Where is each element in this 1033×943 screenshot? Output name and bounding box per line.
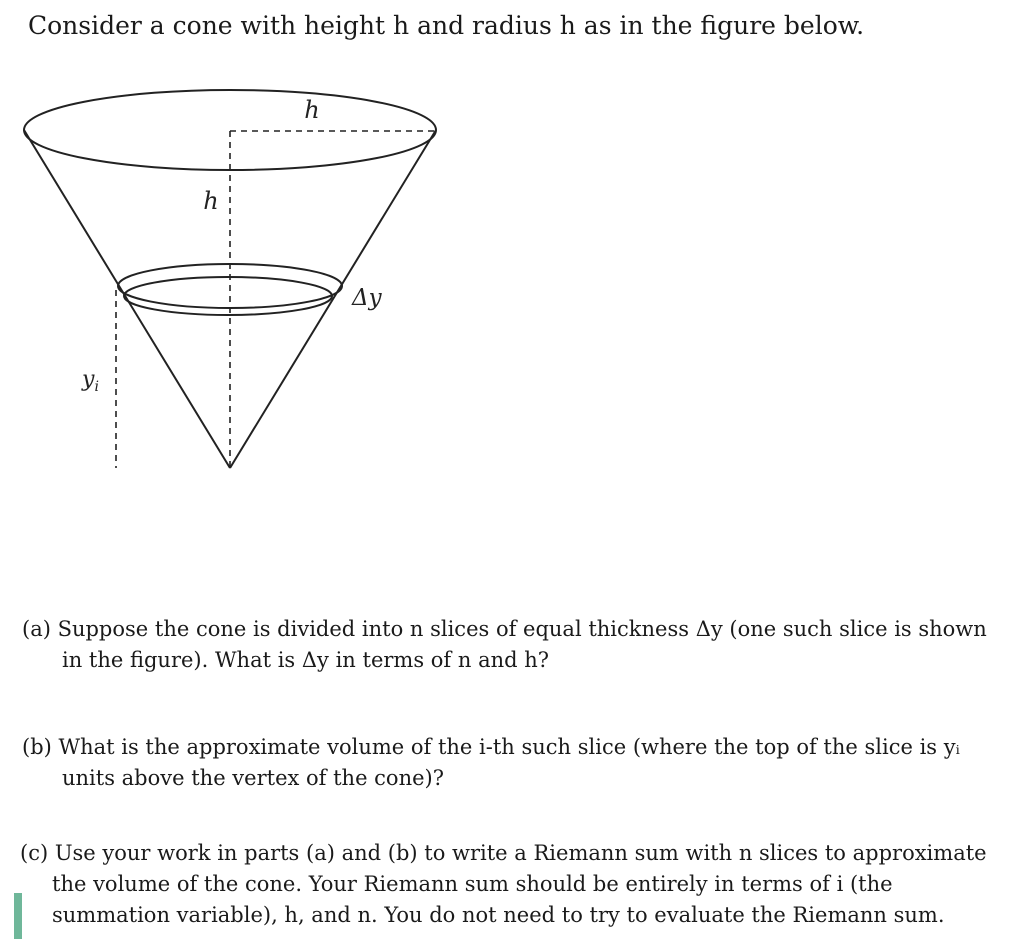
question-c-line-1: (c) Use your work in parts (a) and (b) to write a Riemann sum with n slices to approximate [20, 841, 987, 865]
question-c-line-3: summation variable), h, and n. You do not need to try to evaluate the Riemann sum. [52, 903, 945, 927]
problem-intro: Consider a cone with height h and radius h as in the figure below. [28, 11, 865, 40]
question-a-line-2: in the figure). What is Δy in terms of n and h? [62, 648, 550, 672]
slice-bottom-ellipse [124, 277, 332, 315]
question-a [22, 614, 987, 676]
label-delta-y: Δy [352, 285, 382, 311]
cone-right-side [230, 130, 436, 468]
question-a-line-1: (a) Suppose the cone is divided into n slices of equal thickness Δy (one such slice is shown [22, 617, 987, 641]
label-yi-base: y [82, 367, 95, 392]
question-c [20, 838, 987, 931]
margin-marker-bar [14, 893, 22, 939]
question-c-line-2: the volume of the cone. Your Riemann sum should be entirely in terms of i (the [52, 872, 893, 896]
cone-figure [0, 60, 480, 500]
label-yi [81, 367, 99, 395]
label-yi-sub: i [94, 379, 99, 395]
label-radius: h [304, 96, 320, 124]
label-height: h [203, 187, 219, 215]
question-b-line-2: units above the vertex of the cone)? [62, 766, 444, 790]
question-b-line-1: (b) What is the approximate volume of the i-th such slice (where the top of the slice is yᵢ [22, 735, 960, 759]
cone-left-side [24, 130, 230, 468]
question-b [22, 732, 960, 794]
